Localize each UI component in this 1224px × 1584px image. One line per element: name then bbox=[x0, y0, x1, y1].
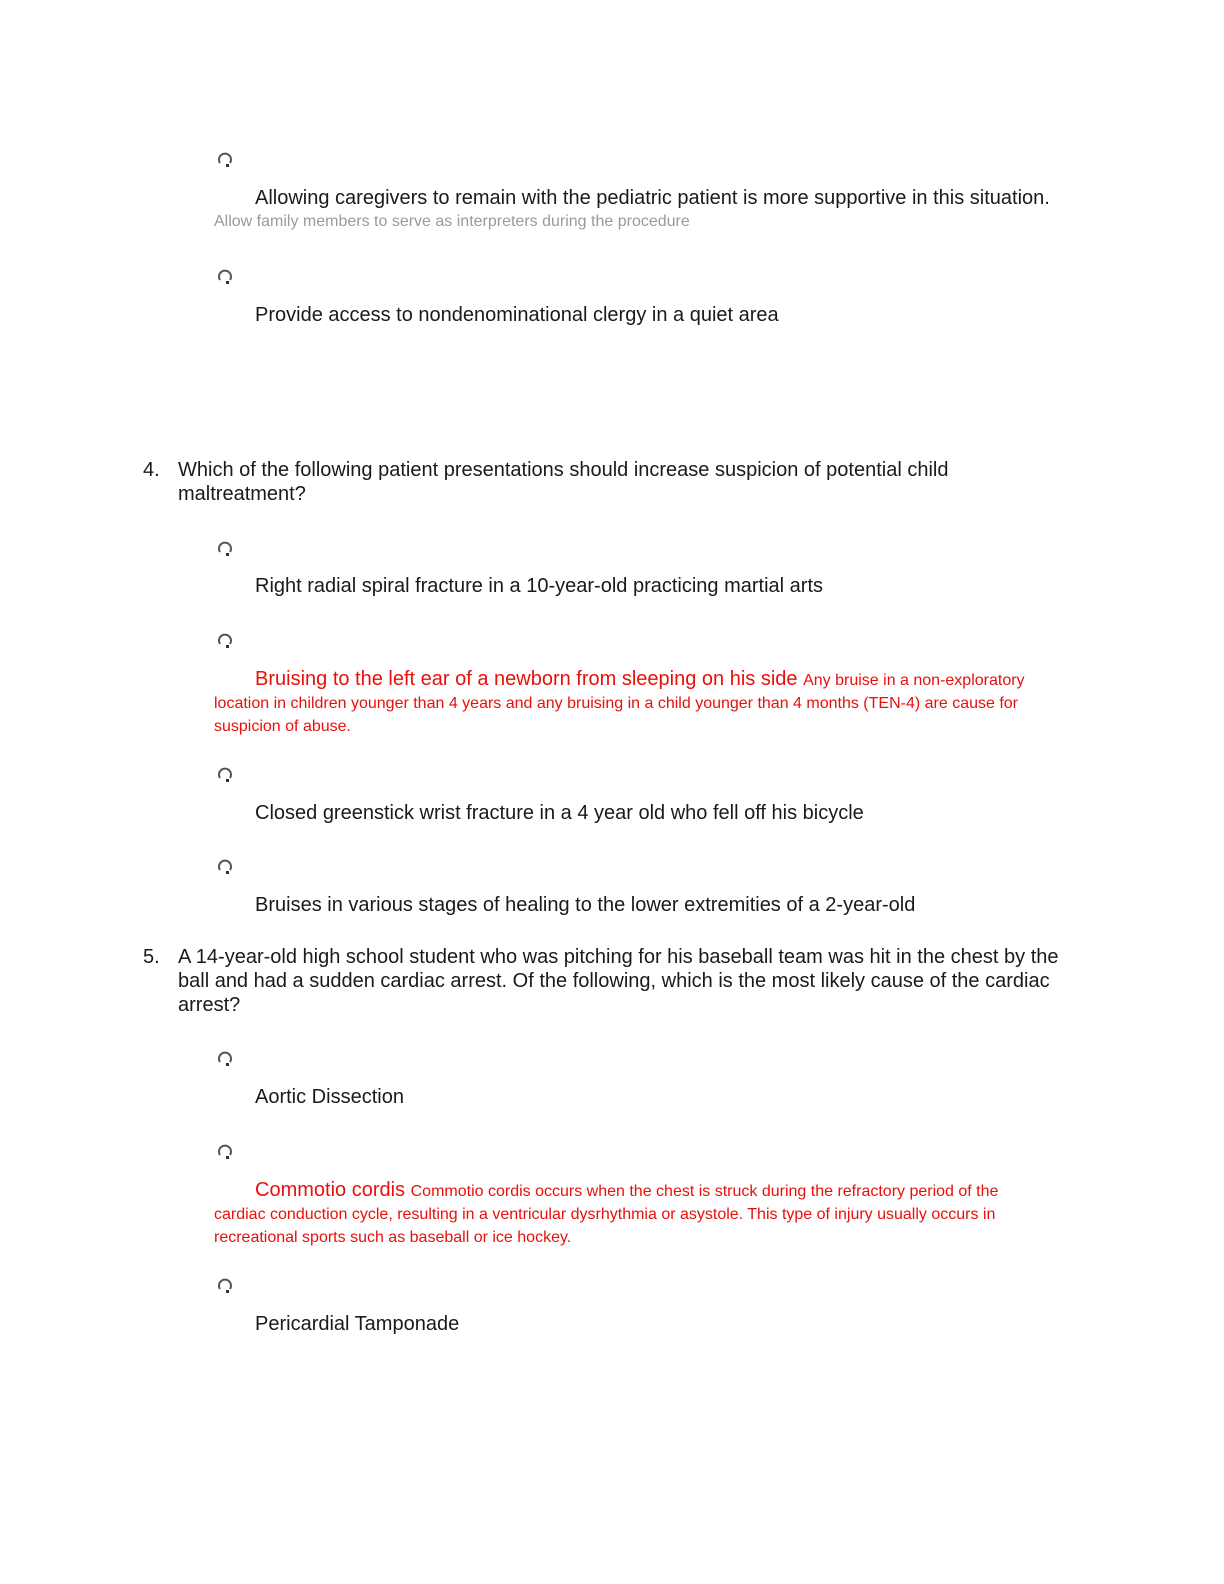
question-number: 4. bbox=[143, 459, 160, 481]
option-text: Right radial spiral fracture in a 10-year-old practicing martial arts bbox=[255, 575, 824, 597]
radio-button-icon[interactable] bbox=[217, 1143, 233, 1159]
option-pericardial-tamponade bbox=[214, 1313, 1054, 1335]
question-4-text: Which of the following patient presentations should increase suspicion of potential child maltreatment? bbox=[178, 459, 949, 505]
option-text: Commotio cordis bbox=[255, 1179, 406, 1201]
question-number: 5. bbox=[143, 946, 160, 968]
option-text: Bruises in various stages of healing to the lower extremities of a 2-year-old bbox=[255, 894, 916, 916]
option-text: Provide access to nondenominational clergy in a quiet area bbox=[255, 304, 779, 326]
radio-button-icon[interactable] bbox=[217, 1050, 233, 1066]
radio-button-icon[interactable] bbox=[217, 268, 233, 284]
option-commotio-cordis bbox=[214, 1179, 1054, 1248]
option-text: Bruising to the left ear of a newborn from sleeping on his side bbox=[255, 668, 798, 690]
radio-button-icon[interactable] bbox=[217, 540, 233, 556]
option-text: Allowing caregivers to remain with the pediatric patient is more supportive in this situation. bbox=[255, 187, 1050, 209]
radio-button-icon[interactable] bbox=[217, 632, 233, 648]
option-nondenominational-clergy bbox=[214, 304, 1054, 326]
option-text: Aortic Dissection bbox=[255, 1086, 404, 1108]
option-radial-spiral-fracture bbox=[214, 575, 1054, 597]
radio-button-icon[interactable] bbox=[217, 766, 233, 782]
radio-button-icon[interactable] bbox=[217, 1277, 233, 1293]
option-text: Pericardial Tamponade bbox=[255, 1313, 460, 1335]
option-greenstick-fracture bbox=[214, 802, 1054, 824]
radio-button-icon[interactable] bbox=[217, 151, 233, 167]
question-5-text: A 14-year-old high school student who was pitching for his baseball team was hit in the chest by the ball and had a sudden cardiac arrest. Of the following, which is the most likely cause of the cardiac arrest? bbox=[178, 946, 1059, 1016]
option-bruises-healing-stages bbox=[214, 894, 1054, 916]
answer-rationale: Any bruise in a non-exploratory location in children younger than 4 years and any bruising in a child younger than 4 months (TEN-4) are cause for suspicion of abuse. bbox=[214, 672, 1025, 735]
answer-rationale: Commotio cordis occurs when the chest is struck during the refractory period of the cardiac conduction cycle, resulting in a ventricular dysrhythmia or asystole. This type of injury usually occurs in recreational sports such as baseball or ice hockey. bbox=[214, 1183, 999, 1246]
option-text: Closed greenstick wrist fracture in a 4 year old who fell off his bicycle bbox=[255, 802, 864, 824]
option-newborn-ear-bruising bbox=[214, 668, 1054, 737]
option-aortic-dissection bbox=[214, 1086, 1054, 1108]
radio-button-icon[interactable] bbox=[217, 858, 233, 874]
option-note: Allow family members to serve as interpreters during the procedure bbox=[214, 213, 690, 230]
option-caregivers-remain bbox=[214, 187, 1054, 233]
